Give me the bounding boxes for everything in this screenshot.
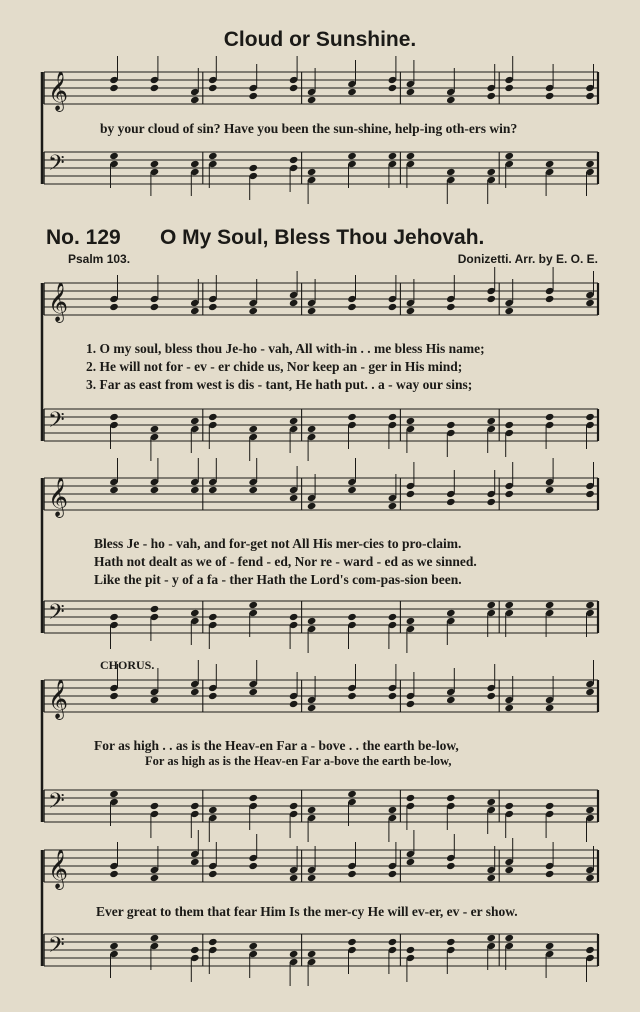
note-head [307, 96, 317, 104]
note-head [585, 806, 595, 814]
note-head [307, 704, 317, 712]
note-head [109, 303, 119, 311]
note-head [208, 613, 218, 621]
note-head [486, 601, 496, 609]
note-head [504, 934, 514, 942]
note-head [446, 794, 456, 802]
note-head [190, 802, 200, 810]
note-head [545, 802, 555, 810]
note-head [504, 307, 514, 315]
note-head [446, 938, 456, 946]
note-head [406, 617, 416, 625]
note-head [585, 160, 595, 168]
note-head [150, 303, 160, 311]
note-head [406, 152, 416, 160]
note-head [504, 704, 514, 712]
note-head [406, 307, 416, 315]
note-head [486, 498, 496, 506]
note-head [307, 874, 317, 882]
note-head [446, 696, 456, 704]
note-head [545, 413, 555, 421]
note-head [585, 946, 595, 954]
verse-3-line-b: Like the pit - y of a fa - ther Hath the Lord's com-pas-sion been. [94, 572, 462, 587]
note-head [504, 84, 514, 92]
note-head [109, 486, 119, 494]
hymn-number: No. 129 [46, 226, 121, 249]
note-head [208, 84, 218, 92]
top-hymn-lyric: by your cloud of sin? Have you been the sun-shine, help-ing oth-ers win? [100, 121, 518, 136]
note-head [504, 866, 514, 874]
note-head [150, 160, 160, 168]
note-head [388, 613, 398, 621]
note-head [248, 486, 258, 494]
note-head [347, 692, 357, 700]
verse-2-line-a: 2. He will not for - ev - er chide us, Nor keep an - ger in His mind; [86, 359, 463, 374]
note-head [486, 934, 496, 942]
note-head [486, 92, 496, 100]
note-head [289, 700, 299, 708]
note-head [545, 92, 555, 100]
note-head [109, 942, 119, 950]
note-head [150, 425, 160, 433]
note-head [347, 790, 357, 798]
note-head [248, 425, 258, 433]
hymn-title: O My Soul, Bless Thou Jehovah. [160, 226, 485, 249]
chorus-bass-lyric: For as high as is the Heav-en Far a-bove the earth be-low, [145, 754, 452, 768]
note-head [150, 84, 160, 92]
note-head [504, 802, 514, 810]
note-head [504, 421, 514, 429]
top-hymn-title: Cloud or Sunshine. [223, 28, 417, 51]
note-head [585, 688, 595, 696]
note-head [109, 790, 119, 798]
note-head [289, 156, 299, 164]
note-head [248, 307, 258, 315]
note-head [388, 84, 398, 92]
note-head [109, 84, 119, 92]
verse-1-line-b: Bless Je - ho - vah, and for-get not All His mer-cies to pro-claim. [94, 536, 462, 551]
note-head [486, 798, 496, 806]
note-head [190, 417, 200, 425]
note-head [388, 502, 398, 510]
note-head [446, 609, 456, 617]
note-head [307, 307, 317, 315]
note-head [504, 490, 514, 498]
note-head [585, 413, 595, 421]
note-head [406, 794, 416, 802]
note-head [307, 806, 317, 814]
note-head [150, 802, 160, 810]
note-head [486, 295, 496, 303]
note-head [406, 88, 416, 96]
note-head [388, 938, 398, 946]
verse-1-line-a: 1. O my soul, bless thou Je-ho - vah, All with-in . . me bless His name; [86, 341, 485, 356]
note-head [190, 858, 200, 866]
note-head [248, 862, 258, 870]
chorus-lyric: For as high . . as is the Heav-en Far a - bove . . the earth be-low, [94, 738, 459, 753]
note-head [406, 946, 416, 954]
note-head [109, 613, 119, 621]
note-head [289, 299, 299, 307]
note-head [347, 486, 357, 494]
note-head [406, 700, 416, 708]
note-head [150, 605, 160, 613]
note-head [190, 160, 200, 168]
note-head [388, 806, 398, 814]
note-head [190, 96, 200, 104]
note-head [388, 152, 398, 160]
note-head [208, 870, 218, 878]
note-head [585, 490, 595, 498]
note-head [388, 692, 398, 700]
note-head [109, 692, 119, 700]
note-head [545, 870, 555, 878]
treble-clef: 𝄞 [48, 477, 69, 517]
note-head [446, 168, 456, 176]
composer-credit: Donizetti. Arr. by E. O. E. [457, 252, 598, 266]
note-head [585, 874, 595, 882]
note-head [347, 152, 357, 160]
note-head [248, 942, 258, 950]
note-head [248, 92, 258, 100]
note-head [585, 299, 595, 307]
note-head [504, 152, 514, 160]
note-head [289, 84, 299, 92]
chorus-label: CHORUS. [100, 658, 155, 672]
bass-clef: 𝄢 [48, 600, 65, 630]
note-head [504, 601, 514, 609]
note-head [289, 950, 299, 958]
note-head [109, 870, 119, 878]
note-head [289, 613, 299, 621]
note-head [406, 490, 416, 498]
note-head [190, 307, 200, 315]
note-head [446, 303, 456, 311]
note-head [545, 295, 555, 303]
note-head [289, 417, 299, 425]
treble-clef: 𝄞 [48, 679, 69, 719]
treble-clef: 𝄞 [48, 282, 69, 322]
note-head [347, 303, 357, 311]
note-head [545, 601, 555, 609]
note-head [289, 874, 299, 882]
note-head [190, 486, 200, 494]
note-head [388, 413, 398, 421]
note-head [289, 802, 299, 810]
note-head [585, 92, 595, 100]
note-head [248, 164, 258, 172]
note-head [190, 946, 200, 954]
note-head [150, 874, 160, 882]
note-head [208, 303, 218, 311]
note-head [109, 152, 119, 160]
note-head [545, 486, 555, 494]
note-head [406, 858, 416, 866]
note-head [347, 88, 357, 96]
final-lyric: Ever great to them that fear Him Is the mer-cy He will ev-er, ev - er show. [96, 904, 518, 919]
note-head [347, 613, 357, 621]
note-head [248, 601, 258, 609]
note-head [208, 692, 218, 700]
note-head [208, 806, 218, 814]
note-head [446, 96, 456, 104]
note-head [307, 168, 317, 176]
note-head [347, 413, 357, 421]
note-head [150, 486, 160, 494]
scripture-source: Psalm 103. [68, 252, 131, 266]
note-head [347, 870, 357, 878]
note-head [208, 152, 218, 160]
note-head [585, 601, 595, 609]
note-head [150, 934, 160, 942]
note-head [307, 425, 317, 433]
note-head [208, 413, 218, 421]
note-head [347, 938, 357, 946]
bass-clef: 𝄢 [48, 789, 65, 819]
note-head [486, 168, 496, 176]
note-head [150, 696, 160, 704]
note-head [208, 938, 218, 946]
treble-clef: 𝄞 [48, 849, 69, 889]
bass-clef: 𝄢 [48, 408, 65, 438]
verse-2-line-b: Hath not dealt as we of - fend - ed, Nor re - ward - ed as we sinned. [94, 554, 477, 569]
note-head [248, 688, 258, 696]
note-head [109, 413, 119, 421]
note-head [486, 417, 496, 425]
note-head [486, 692, 496, 700]
note-head [248, 794, 258, 802]
note-head [307, 950, 317, 958]
note-head [388, 870, 398, 878]
note-head [446, 421, 456, 429]
note-head [545, 160, 555, 168]
bass-clef: 𝄢 [48, 151, 65, 181]
note-head [545, 942, 555, 950]
note-head [545, 704, 555, 712]
note-head [190, 609, 200, 617]
note-head [486, 874, 496, 882]
verse-3-line-a: 3. Far as east from west is dis - tant, He hath put. . a - way our sins; [86, 377, 473, 392]
note-head [307, 502, 317, 510]
note-head [446, 862, 456, 870]
note-head [307, 617, 317, 625]
treble-clef: 𝄞 [48, 71, 69, 111]
bass-clef: 𝄢 [48, 933, 65, 963]
note-head [446, 498, 456, 506]
note-head [208, 486, 218, 494]
note-head [406, 417, 416, 425]
note-head [190, 688, 200, 696]
note-head [388, 303, 398, 311]
note-head [289, 494, 299, 502]
